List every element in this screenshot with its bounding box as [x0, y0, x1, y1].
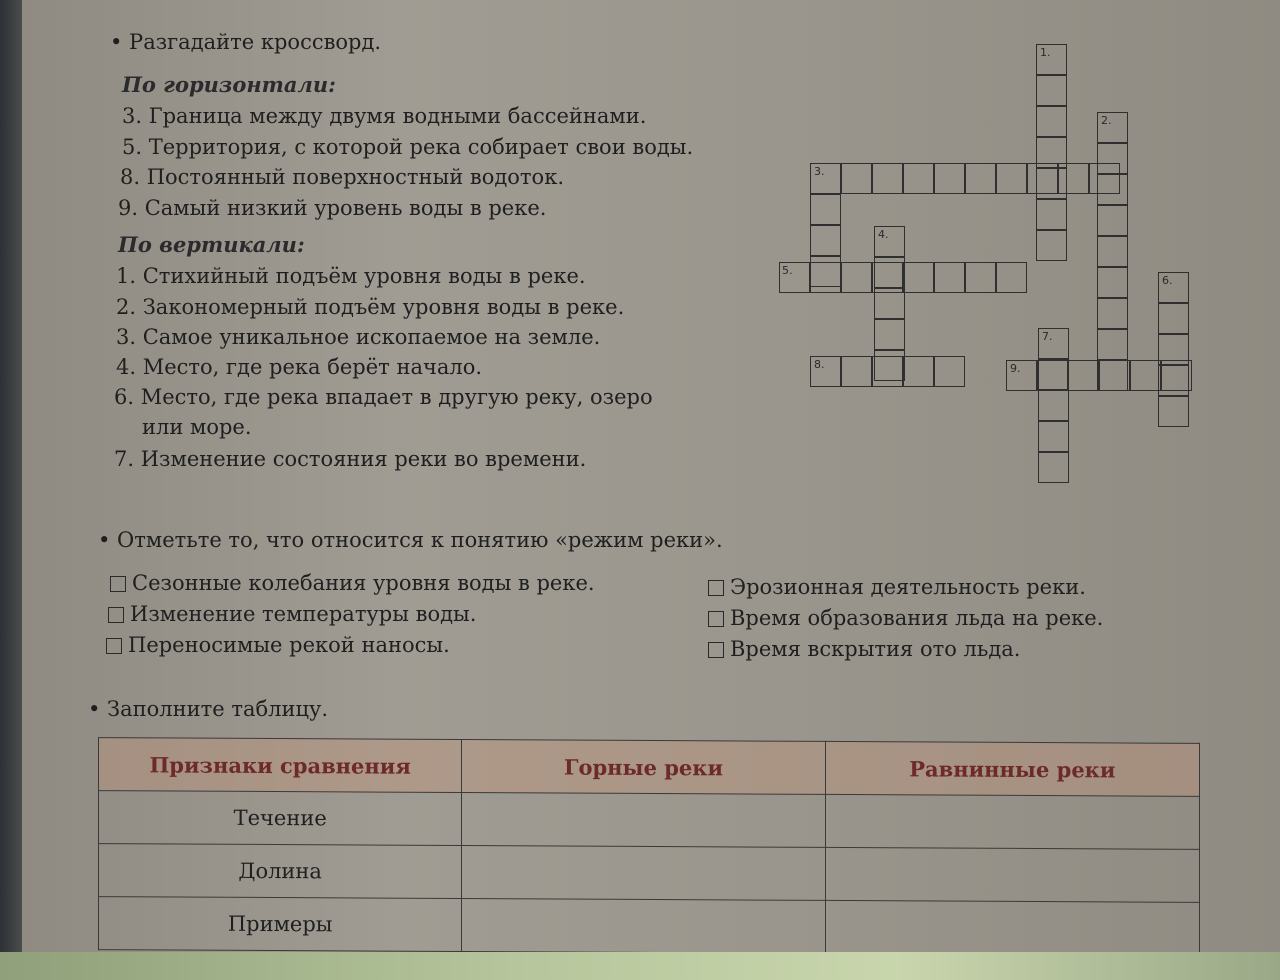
across-clue-9: 9. Самый низкий уровень воды в реке.: [118, 196, 547, 220]
row-label: Примеры: [99, 897, 462, 952]
crossword-number: 8.: [814, 358, 825, 371]
crossword-cell[interactable]: [1161, 360, 1192, 391]
comparison-table: [98, 737, 1200, 956]
down-clue-2: 2. Закономерный подъём уровня воды в реке.: [116, 295, 625, 319]
checkbox[interactable]: [708, 611, 724, 627]
row-label: Течение: [99, 791, 462, 846]
answer-cell[interactable]: [462, 846, 825, 901]
crossword-cell[interactable]: [810, 262, 841, 293]
down-clue-4: 4. Место, где река берёт начало.: [116, 355, 483, 379]
down-clue-7: 7. Изменение состояния реки во времени.: [114, 447, 587, 471]
crossword-number: 7.: [1042, 330, 1053, 343]
crossword-cell[interactable]: [841, 262, 872, 293]
crossword-cell[interactable]: [934, 262, 965, 293]
table-header: Признаки сравнения: [99, 738, 462, 793]
crossword-number: 4.: [878, 228, 889, 241]
table-header: Горные реки: [462, 740, 825, 795]
crossword-cell[interactable]: [1036, 106, 1067, 137]
crossword-cell[interactable]: [903, 356, 934, 387]
crossword-number: 1.: [1040, 46, 1051, 59]
crossword-cell[interactable]: [1068, 360, 1099, 391]
crossword-cell[interactable]: [1099, 360, 1130, 391]
crossword-cell[interactable]: [996, 163, 1027, 194]
crossword-cell[interactable]: [872, 262, 903, 293]
table-header: Равнинные реки: [825, 741, 1199, 796]
regime-option[interactable]: Изменение температуры воды.: [108, 602, 476, 626]
checkbox[interactable]: [108, 607, 124, 623]
crossword-cell[interactable]: [1037, 360, 1068, 391]
table-task: • Заполните таблицу.: [88, 697, 329, 721]
crossword-number: 3.: [814, 165, 825, 178]
crossword-cell[interactable]: [1097, 298, 1128, 329]
answer-cell[interactable]: [825, 794, 1199, 849]
workbook-page: [22, 0, 1280, 980]
answer-cell[interactable]: [825, 900, 1199, 955]
down-clue-6: 6. Место, где река впадает в другую реку, озеро: [114, 385, 653, 409]
crossword-cell[interactable]: [874, 319, 905, 350]
across-clue-3: 3. Граница между двумя водными бассейнами.: [122, 104, 647, 128]
regime-option[interactable]: Время образования льда на реке.: [708, 606, 1103, 630]
crossword-cell[interactable]: [1036, 75, 1067, 106]
across-clue-8: 8. Постоянный поверхностный водоток.: [120, 165, 564, 189]
crossword-cell[interactable]: [1097, 236, 1128, 267]
crossword-cell[interactable]: [1038, 421, 1069, 452]
crossword-number: 9.: [1010, 362, 1021, 375]
crossword-cell[interactable]: [1058, 163, 1089, 194]
checkbox[interactable]: [110, 576, 126, 592]
crossword-cell[interactable]: [1158, 396, 1189, 427]
crossword-cell[interactable]: [996, 262, 1027, 293]
crossword-cell[interactable]: [965, 163, 996, 194]
answer-cell[interactable]: [462, 793, 825, 848]
crossword-task: • Разгадайте кроссворд.: [110, 30, 382, 54]
crossword-cell[interactable]: [965, 262, 996, 293]
crossword-cell[interactable]: [1036, 230, 1067, 261]
crossword-cell[interactable]: [1130, 360, 1161, 391]
crossword-cell[interactable]: [872, 163, 903, 194]
crossword-cell[interactable]: [872, 356, 903, 387]
across-clue-5: 5. Территория, с которой река собирает свои воды.: [122, 135, 694, 159]
crossword-cell[interactable]: [1038, 452, 1069, 483]
down-heading: По вертикали:: [118, 232, 305, 257]
table-row: [99, 791, 1200, 850]
crossword-cell[interactable]: [841, 163, 872, 194]
regime-option[interactable]: Эрозионная деятельность реки.: [708, 575, 1086, 599]
regime-option[interactable]: Время вскрытия ото льда.: [708, 637, 1020, 661]
crossword-cell[interactable]: [810, 225, 841, 256]
table-row: [99, 844, 1200, 903]
crossword-number: 5.: [782, 264, 793, 277]
crossword-cell[interactable]: [1097, 205, 1128, 236]
down-clue-6-cont: или море.: [142, 415, 252, 439]
across-heading: По горизонтали:: [122, 72, 336, 97]
crossword-number: 2.: [1101, 114, 1112, 127]
regime-option[interactable]: Сезонные колебания уровня воды в реке.: [110, 571, 595, 595]
row-label: Долина: [99, 844, 462, 899]
crossword-cell[interactable]: [1158, 303, 1189, 334]
crossword-cell[interactable]: [1027, 163, 1058, 194]
regime-option[interactable]: Переносимые рекой наносы.: [106, 633, 450, 657]
crossword-cell[interactable]: [1089, 163, 1120, 194]
down-clue-3: 3. Самое уникальное ископаемое на земле.: [116, 325, 601, 349]
crossword-cell[interactable]: [1038, 390, 1069, 421]
crossword-cell[interactable]: [1036, 199, 1067, 230]
crossword-cell[interactable]: [841, 356, 872, 387]
crossword-cell[interactable]: [934, 356, 965, 387]
down-clue-1: 1. Стихийный подъём уровня воды в реке.: [116, 264, 586, 288]
crossword-cell[interactable]: [1097, 267, 1128, 298]
answer-cell[interactable]: [462, 899, 825, 954]
table-row: [99, 897, 1200, 956]
answer-cell[interactable]: [825, 847, 1199, 902]
regime-task: • Отметьте то, что относится к понятию «режим реки».: [98, 528, 723, 552]
crossword-cell[interactable]: [903, 163, 934, 194]
background-surface: [0, 952, 1280, 980]
crossword-cell[interactable]: [903, 262, 934, 293]
crossword-cell[interactable]: [810, 194, 841, 225]
checkbox[interactable]: [708, 580, 724, 596]
crossword-number: 6.: [1162, 274, 1173, 287]
crossword-cell[interactable]: [1097, 329, 1128, 360]
checkbox[interactable]: [106, 638, 122, 654]
checkbox[interactable]: [708, 642, 724, 658]
crossword-cell[interactable]: [934, 163, 965, 194]
